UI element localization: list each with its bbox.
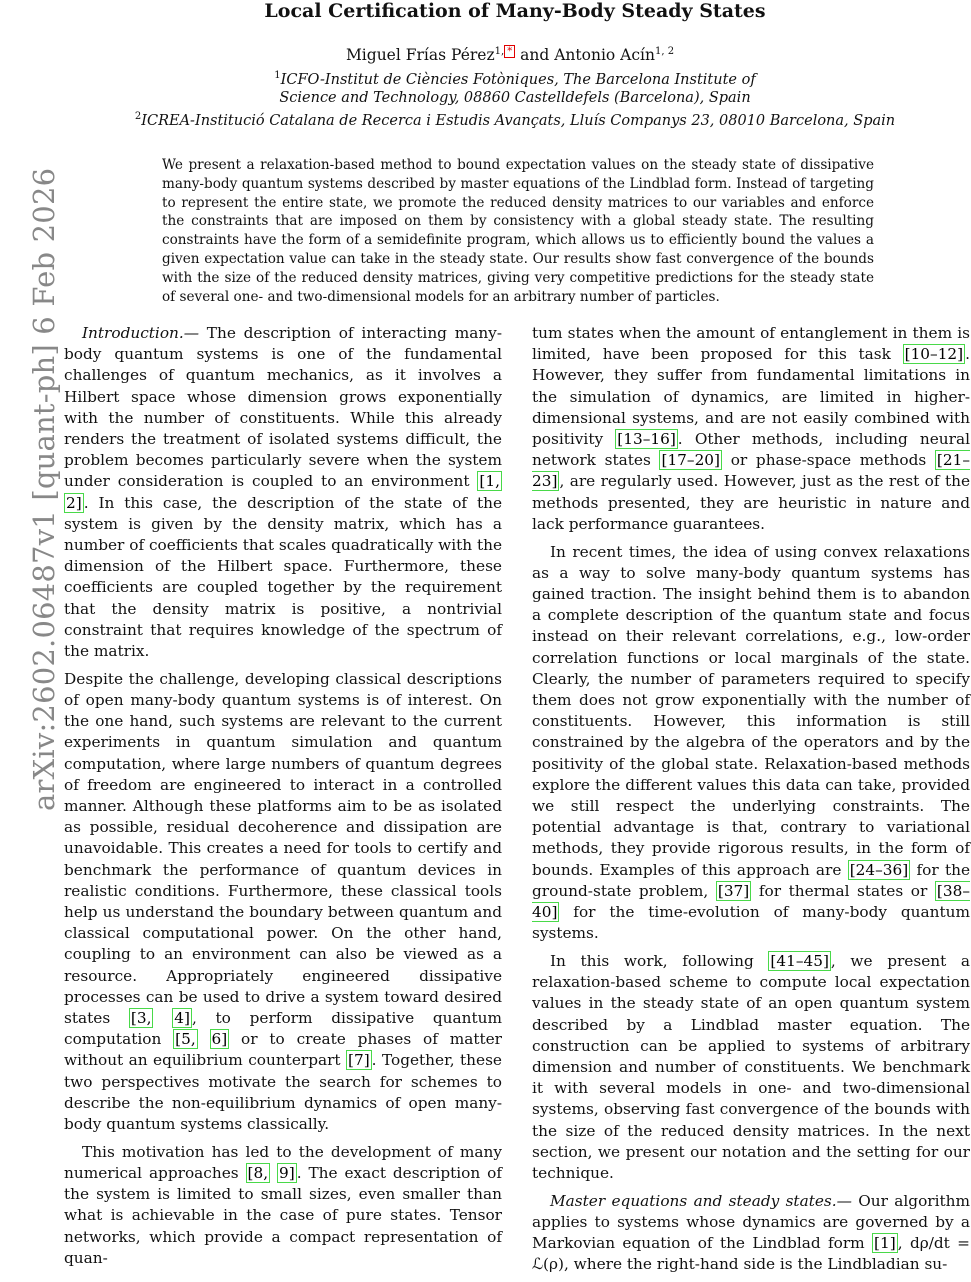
- citation-link[interactable]: [3,: [130, 1009, 152, 1027]
- corresponding-author-link[interactable]: *: [504, 45, 515, 58]
- paper-title: Local Certification of Many-Body Steady States: [264, 0, 766, 22]
- section-heading: Master equations and steady states.—: [550, 1191, 852, 1210]
- paragraph: In this work, following [41–45] , we present a relaxation-based scheme to compute local expectation values in the steady state of an open quantum system described by a Lindblad master equation. The construction can be applied to systems of arbitrary dimension and number of constituents. We benchmark it with several models in one- and two-dimensional systems, observing fast convergence of the bounds with the size of the reduced density matrices. In the next section, we present our notation and the setting for our technique.: [532, 951, 971, 1182]
- author-name: Miguel Frías Pérez: [345, 46, 495, 64]
- paragraph: Introduction.— The description of interacting many-body quantum systems is one of the fundamental challenges of quantum mechanics, as it involves a Hilbert space whose dimension grows exponentially with the number of constituents. While this already renders the treatment of isolated systems difficult, the problem becomes particularly severe when the system under consideration is coupled to an environment [1, 2] . In this case, the description of the state of the system is given by the density matrix, which has a number of coefficients that scales quadratically with the dimension of the Hilbert space. Furthermore, these coefficients are coupled together by the requirement that the density matrix is positive, a nontrivial constraint that requires knowledge of the spectrum of the matrix.: [64, 324, 503, 661]
- section-heading: Introduction.—: [82, 324, 200, 342]
- citation-link[interactable]: [41–45]: [770, 951, 829, 970]
- arxiv-identifier-sidebar: arXiv:2602.06487v1 [quant-ph] 6 Feb 2026: [27, 167, 61, 811]
- citation-link[interactable]: [5,: [175, 1030, 196, 1049]
- citation-link[interactable]: 6]: [211, 1030, 228, 1049]
- citation-link[interactable]: [8,: [247, 1163, 269, 1182]
- author-line: [0, 42, 971, 65]
- citation-link[interactable]: [10–12]: [904, 345, 964, 364]
- citation-link[interactable]: 2]: [66, 493, 82, 512]
- citation-link[interactable]: [1,: [479, 472, 500, 491]
- affiliation-2: $^2$ICREA-Institució Catalana de Recerca i Estudis Avançats, Lluís Companys 23, 08010 Barcelona, Spain: [134, 111, 896, 129]
- citation-link[interactable]: [38–40]: [532, 881, 970, 921]
- citation-link[interactable]: [17–20]: [661, 451, 720, 470]
- citation-link[interactable]: [7]: [348, 1051, 370, 1070]
- abstract: We present a relaxation-based method to bound expectation values on the steady state of dissipative many-body quantum systems described by master equations of the Lindblad form. Instead of targeting to represent the entire state, we promote the reduced density matrices to our variables and enforce the constraints that are imposed on them by consistency with a global steady state. The resulting constraints have the form of a semidefinite program, which allows us to efficiently bound the values a given expectation value can take in the steady state. Our results show fast convergence of the bounds with the size of the reduced density matrices, giving very competitive predictions for the steady state of several one- and two-dimensional models for an arbitrary number of particles.: [162, 157, 874, 305]
- paragraph: tum states when the amount of entanglement in them is limited, have been proposed for this task [10–12] . However, they suffer from fundamental limitations in the simulation of dynamics, are limited in higher-dimensional systems, and are not easily combined with positivity [13–16] . Other methods, including neural network states [17–20] or phase-space methods [21–23] , are regularly used. However, just as the rest of the methods presented, they are heuristic in nature and lack performance guarantees.: [532, 324, 970, 533]
- right-column: [532, 323, 970, 1282]
- affiliation-1: $^1$ICFO-Institut de Ciències Fotòniques, The Barcelona Institute of: [274, 70, 756, 88]
- paragraph: Master equations and steady states.— Our algorithm applies to systems whose dynamics are governed by a Markovian equation of the Lindblad form [1] , dρ/dt = ℒ(ρ), where the right-hand side is the Lindbladian su-: [532, 1191, 971, 1274]
- citation-link[interactable]: [24–36]: [849, 860, 909, 879]
- citation-link[interactable]: [21–23]: [532, 451, 970, 491]
- citation-link[interactable]: [37]: [717, 881, 750, 900]
- citation-link[interactable]: [13–16]: [617, 430, 676, 449]
- citation-link[interactable]: 4]: [174, 1009, 190, 1027]
- affiliation-1-continued: Science and Technology, 08860 Castelldefels (Barcelona), Spain: [279, 90, 751, 106]
- citation-link[interactable]: [1]: [874, 1234, 896, 1253]
- left-column: [64, 323, 502, 1275]
- author-name: Antonio Acín: [554, 46, 655, 64]
- paragraph: This motivation has led to the development of many numerical approaches [8, 9] . The exact description of the system is limited to small sizes, even smaller than what is achievable in the case of pure states. Tensor networks, which provide a compact representation of quan-: [64, 1142, 502, 1267]
- author-affiliation-marker: 1, *: [495, 46, 516, 57]
- paragraph: In recent times, the idea of using convex relaxations as a way to solve many-body quantum systems has gained traction. The insight behind them is to abandon a complete description of the quantum state and focus instead on their relevant correlations, e.g., low-order correlation functions or local marginals of the state. Clearly, the number of parameters required to specify them does not grow exponentially with the number of constituents. However, this information is still constrained by the algebra of the operators and by the positivity of the global state. Relaxation-based methods explore the different values this data can take, provided we still respect the underlying constraints. The potential advantage is that, contrary to variational methods, they provide rigorous results, in the form of bounds. Examples of this approach are [24–36] for the ground-state problem, [37] for thermal states or [38–40] for the time-evolution of many-body quantum systems.: [532, 542, 970, 943]
- paragraph: Despite the challenge, developing classical descriptions of open many-body quantum systems is of interest. On the one hand, such systems are relevant to the current experiments in quantum simulation and quantum computation, where large numbers of quantum degrees of freedom are engineered to interact in a controlled manner. Although these platforms aim to be as isolated as possible, residual decoherence and dissipation are unavoidable. This creates a need for tools to certify and benchmark the performance of quantum devices in realistic conditions. Furthermore, these classical tools help us understand the boundary between quantum and classical computational power. On the other hand, coupling to an environment can also be viewed as a resource. Appropriately engineered dissipative processes can be used to drive a system toward desired states [3, 4] , to perform dissipative quantum computation [5, 6] or to create phases of matter without an equilibrium counterpart [7] . Together, these two perspectives motivate the search for schemes to describe the non-equilibrium dynamics of open many-body quantum systems classically.: [64, 669, 502, 1134]
- author-affiliation-marker: 1, 2: [654, 46, 675, 57]
- citation-link[interactable]: 9]: [279, 1163, 295, 1182]
- author-conjunction: and: [520, 46, 550, 64]
